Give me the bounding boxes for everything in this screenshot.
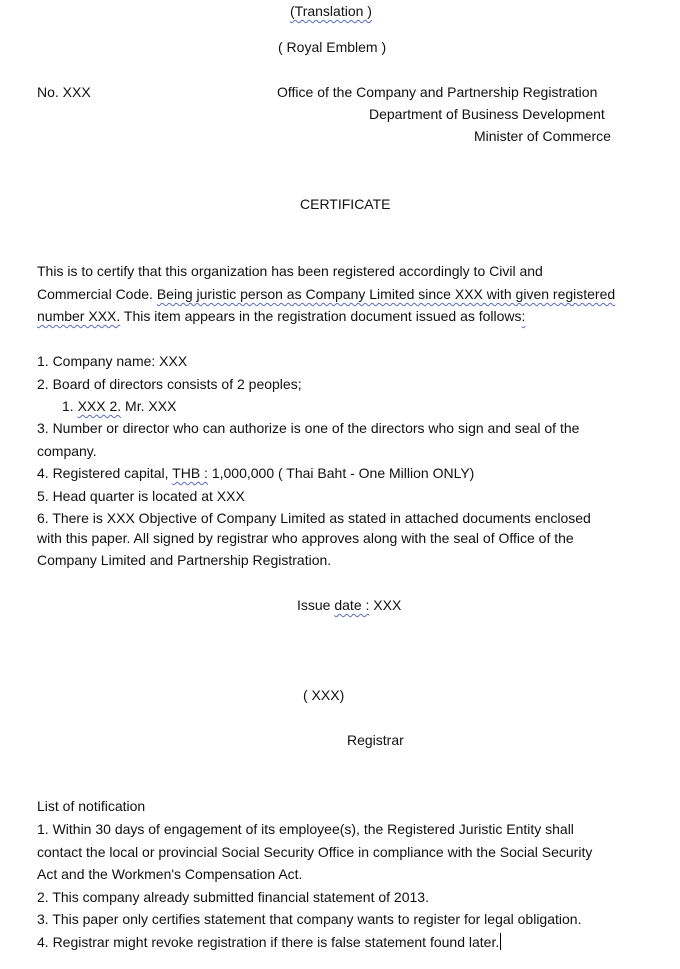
item-objective-line-2: with this paper. All signed by registrar who approves along with the seal of Office of the <box>37 530 574 546</box>
intro-line-3-colon: : <box>521 308 526 324</box>
department-name: Department of Business Development <box>369 106 605 122</box>
capital-amount: 1,000,000 ( Thai Baht - One Million ONLY) <box>207 465 475 481</box>
royal-emblem-text: ( Royal Emblem ) <box>278 39 387 55</box>
ministry-name: Minister of Commerce <box>474 128 611 144</box>
issue-date-prefix: Issue <box>297 597 335 613</box>
notification-heading: List of notification <box>37 798 146 814</box>
directors-list-prefix: 1. <box>62 398 78 414</box>
notification-1-line-2: contact the local or provincial Social Security Office in compliance with the Social Security <box>37 844 593 860</box>
translation-text: (Translation ) <box>290 3 372 19</box>
issue-date-value: XXX <box>369 597 402 613</box>
text-cursor <box>500 933 501 950</box>
translation-label <box>290 2 372 20</box>
office-name: Office of the Company and Partnership Registration <box>277 84 598 100</box>
notification-1-line-3: Act and the Workmen's Compensation Act. <box>37 866 303 882</box>
certificate-title: CERTIFICATE <box>300 196 391 212</box>
signatory-role: Registrar <box>347 732 404 748</box>
intro-line-3-plain: This item appears in the registration document issued as follows <box>120 308 522 324</box>
issue-date-label: date : <box>334 597 370 613</box>
signatory-name: ( XXX) <box>303 687 345 703</box>
item-head-quarter: 5. Head quarter is located at XXX <box>37 488 245 504</box>
notification-3: 3. This paper only certifies statement that company wants to register for legal obligation. <box>37 911 582 927</box>
item-company-name: 1. Company name: XXX <box>37 353 188 369</box>
item-board-of-directors: 2. Board of directors consists of 2 peoples; <box>37 376 302 392</box>
intro-line-3-marked: number XXX. <box>37 308 121 324</box>
directors-list-rest: Mr. XXX <box>121 398 177 414</box>
intro-line-2-plain: Commercial Code. <box>37 286 157 302</box>
item-objective-line-3: Company Limited and Partnership Registration. <box>37 552 332 568</box>
notification-1-line-1: 1. Within 30 days of engagement of its employee(s), the Registered Juristic Entity shall <box>37 821 574 837</box>
document-number: No. XXX <box>37 84 91 100</box>
notification-4-text: 4. Registrar might revoke registration if there is false statement found later. <box>37 934 500 950</box>
intro-line-1: This is to certify that this organization has been registered accordingly to Civil and <box>37 263 543 279</box>
intro-line-2 <box>37 285 615 303</box>
item-authorize-line-2: company. <box>37 443 97 459</box>
notification-2: 2. This company already submitted financial statement of 2013. <box>37 889 429 905</box>
intro-line-2-marked: Being juristic person as Company Limited since XXX with given registered <box>156 286 616 302</box>
item-authorize-line-1: 3. Number or director who can authorize is one of the directors who sign and seal of the <box>37 420 580 436</box>
notification-4[interactable] <box>37 933 501 951</box>
intro-line-3 <box>37 307 525 325</box>
capital-currency: THB : <box>172 465 208 481</box>
item-objective-line-1: 6. There is XXX Objective of Company Limited as stated in attached documents enclosed <box>37 510 591 526</box>
issue-date <box>297 596 401 614</box>
capital-prefix: 4. Registered capital, <box>37 465 173 481</box>
item-directors-list <box>62 397 176 415</box>
item-registered-capital <box>37 464 474 482</box>
royal-emblem-label <box>278 38 386 56</box>
directors-list-marked: XXX 2. <box>77 398 122 414</box>
